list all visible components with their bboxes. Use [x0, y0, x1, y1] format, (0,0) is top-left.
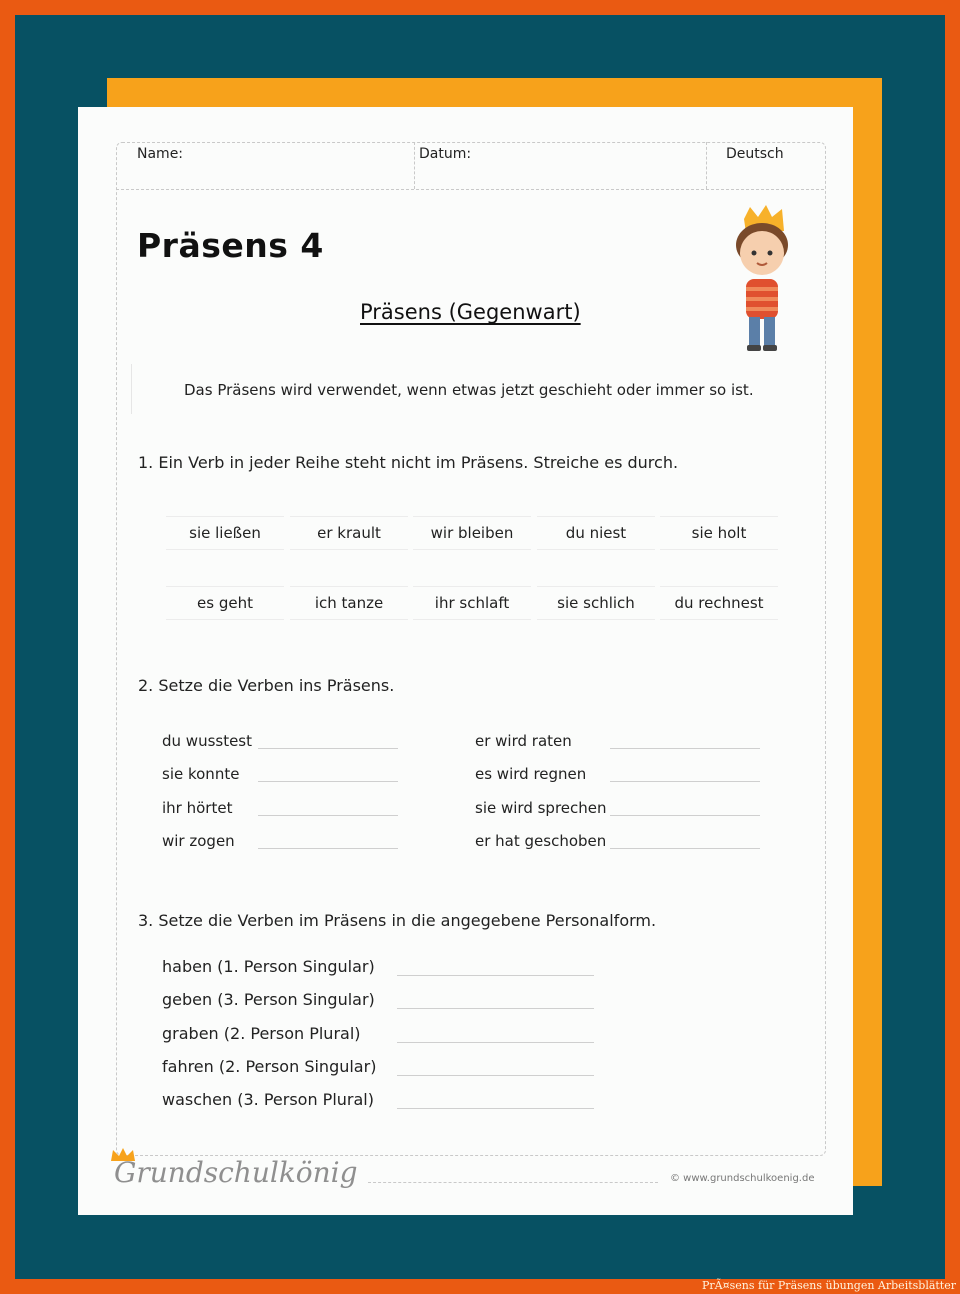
task2-item: wir zogen	[162, 832, 235, 850]
answer-line[interactable]	[397, 1008, 594, 1009]
header-separator	[706, 142, 707, 189]
verb-cell[interactable]: er krault	[290, 516, 408, 550]
task2-item: du wusstest	[162, 732, 253, 750]
answer-line[interactable]	[610, 748, 760, 749]
task3-item: haben (1. Person Singular)	[162, 957, 375, 976]
answer-line[interactable]	[258, 848, 398, 849]
task3-heading: 3. Setze die Verben im Präsens in die angegebene Personalform.	[138, 911, 657, 930]
date-label: Datum:	[419, 146, 472, 162]
answer-line[interactable]	[258, 815, 398, 816]
verb-cell[interactable]: sie ließen	[166, 516, 284, 550]
answer-line[interactable]	[397, 975, 594, 976]
verb-cell[interactable]: ihr schlaft	[413, 586, 531, 620]
answer-line[interactable]	[610, 815, 760, 816]
task2-item: es wird regnen	[475, 765, 587, 783]
answer-line[interactable]	[258, 748, 398, 749]
header-divider	[116, 189, 824, 190]
verb-cell[interactable]: es geht	[166, 586, 284, 620]
intro-box	[131, 364, 132, 414]
intro-text: Das Präsens wird verwendet, wenn etwas jetzt geschieht oder immer so ist.	[184, 381, 754, 399]
task3-item: fahren (2. Person Singular)	[162, 1057, 377, 1076]
task3-item: geben (3. Person Singular)	[162, 990, 375, 1009]
task2-item: ihr hörtet	[162, 799, 233, 817]
copyright-text: © www.grundschulkoenig.de	[670, 1173, 815, 1184]
page-title: Präsens 4	[137, 226, 324, 265]
answer-line[interactable]	[397, 1075, 594, 1076]
task2-heading: 2. Setze die Verben ins Präsens.	[138, 676, 395, 695]
task2-item: er hat geschoben	[475, 832, 607, 850]
subject-label: Deutsch	[726, 146, 784, 162]
publisher-logo: Grundschulkönig	[114, 1156, 358, 1189]
header-separator	[414, 142, 415, 189]
verb-cell[interactable]: sie schlich	[537, 586, 655, 620]
task1-heading: 1. Ein Verb in jeder Reihe steht nicht im Präsens. Streiche es durch.	[138, 453, 679, 472]
image-caption: PrÃ¤sens für Präsens übungen Arbeitsblätter	[702, 1279, 956, 1292]
verb-cell[interactable]: sie holt	[660, 516, 778, 550]
answer-line[interactable]	[258, 781, 398, 782]
subtitle: Präsens (Gegenwart)	[360, 300, 581, 324]
footer-divider	[368, 1182, 658, 1183]
answer-line[interactable]	[397, 1108, 594, 1109]
verb-cell[interactable]: du niest	[537, 516, 655, 550]
task2-item: er wird raten	[475, 732, 572, 750]
task2-item: sie wird sprechen	[475, 799, 607, 817]
verb-cell[interactable]: wir bleiben	[413, 516, 531, 550]
answer-line[interactable]	[610, 848, 760, 849]
task3-item: graben (2. Person Plural)	[162, 1024, 361, 1043]
task2-item: sie konnte	[162, 765, 240, 783]
answer-line[interactable]	[397, 1042, 594, 1043]
answer-line[interactable]	[610, 781, 760, 782]
verb-cell[interactable]: ich tanze	[290, 586, 408, 620]
boy-with-crown-illustration	[722, 205, 802, 357]
task3-item: waschen (3. Person Plural)	[162, 1090, 374, 1109]
name-label: Name:	[137, 146, 184, 162]
verb-cell[interactable]: du rechnest	[660, 586, 778, 620]
